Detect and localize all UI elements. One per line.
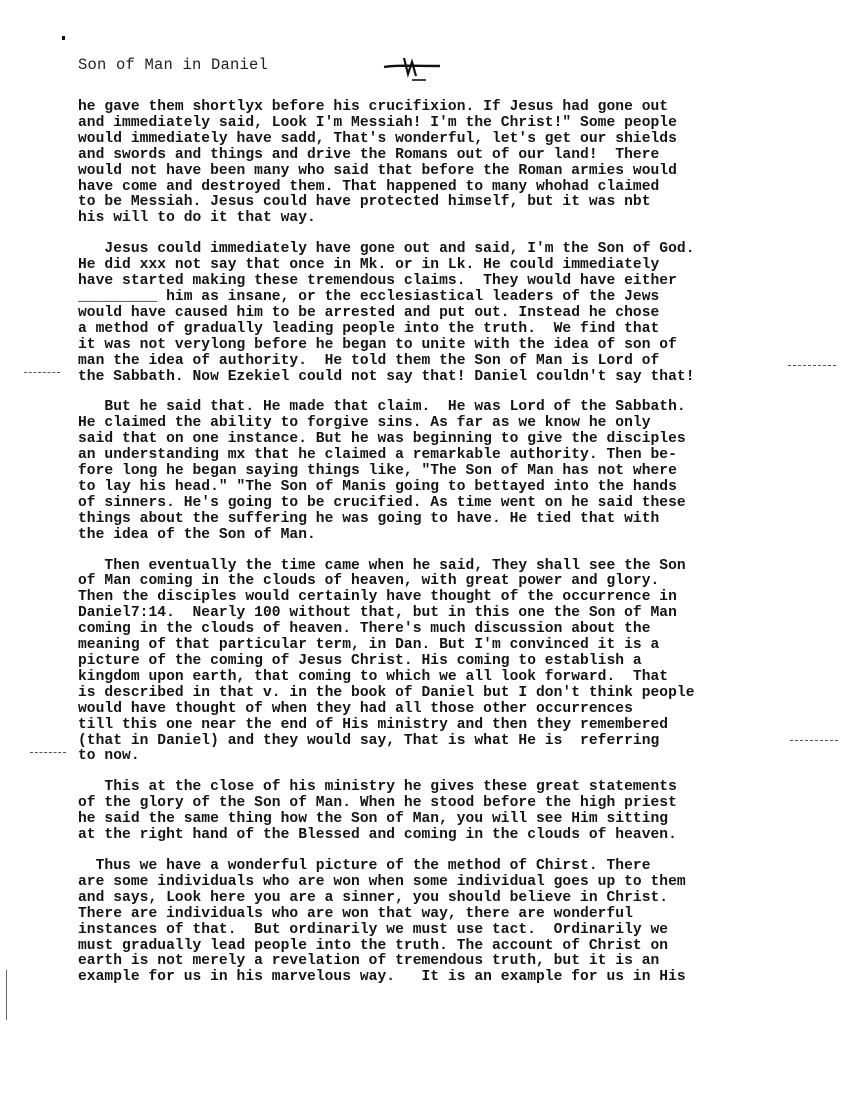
- margin-pencil-line: [30, 752, 66, 753]
- text-line: and swords and things and drive the Romans out of our land! There: [78, 146, 660, 163]
- text-line: things about the suffering he was going to have. He tied that with: [78, 510, 660, 527]
- text-line: it was not verylong before he began to unite with the idea of son of: [78, 336, 677, 353]
- text-line: kingdom upon earth, that coming to which we all look forward. That: [78, 668, 669, 685]
- text-line: an understanding mx that he claimed a remarkable authority. Then be-: [78, 447, 677, 464]
- text-line: Then eventually the time came when he said, They shall see the Son: [78, 557, 686, 574]
- text-line: he said the same thing how the Son of Man, you will see Him sitting: [78, 811, 669, 828]
- text-line: his will to do it that way.: [78, 210, 316, 227]
- text-line: instances of that. But ordinarily we must use tact. Ordinarily we: [78, 921, 669, 938]
- text-line: meaning of that particular term, in Dan. But I'm convinced it is a: [78, 637, 660, 654]
- text-line: of the glory of the Son of Man. When he stood before the high priest: [78, 795, 677, 812]
- text-line: earth is not merely a revelation of tremendous truth, but it is an: [78, 953, 660, 970]
- paragraph: [78, 400, 798, 543]
- text-line: at the right hand of the Blessed and coming in the clouds of heaven.: [78, 827, 677, 844]
- paragraph: [78, 242, 798, 385]
- text-line: must gradually lead people into the truth. The account of Christ on: [78, 937, 669, 954]
- text-line: (that in Daniel) and they would say, That is what He is referring: [78, 732, 660, 749]
- text-line: have come and destroyed them. That happened to many whohad claimed: [78, 178, 660, 195]
- text-line: Then the disciples would certainly have thought of the occurrence in: [78, 589, 677, 606]
- text-line: and says, Look here you are a sinner, you should believe in Christ.: [78, 889, 669, 906]
- text-line: would have caused him to be arrested and put out. Instead he chose: [78, 304, 660, 321]
- text-line: coming in the clouds of heaven. There's much discussion about the: [78, 621, 651, 638]
- text-line: There are individuals who are won that way, there are wonderful: [78, 905, 633, 922]
- margin-pencil-bar: [6, 970, 7, 1020]
- paragraph: [78, 559, 798, 766]
- text-line: of Man coming in the clouds of heaven, with great power and glory.: [78, 573, 660, 590]
- text-line: and immediately said, Look I'm Messiah! I'm the Christ!" Some people: [78, 114, 677, 131]
- text-line: Thus we have a wonderful picture of the method of Chirst. There: [78, 857, 651, 874]
- ink-speck: [62, 36, 65, 40]
- text-line: is described in that v. in the book of Daniel but I don't think people: [78, 684, 695, 701]
- text-line: picture of the coming of Jesus Christ. His coming to establish a: [78, 653, 642, 669]
- text-line: example for us in his marvelous way. It is an example for us in His: [78, 969, 686, 986]
- text-line: to now.: [78, 748, 140, 765]
- text-line: Jesus could immediately have gone out and said, I'm the Son of God.: [78, 241, 695, 258]
- text-line: But he said that. He made that claim. He was Lord of the Sabbath.: [78, 399, 686, 416]
- text-line: said that on one instance. But he was beginning to give the disciples: [78, 431, 686, 448]
- text-line: _________ him as insane, or the ecclesiastical leaders of the Jews: [78, 288, 660, 305]
- text-line: have started making these tremendous claims. They would have either: [78, 273, 677, 290]
- text-line: till this one near the end of His ministry and then they remembered: [78, 716, 669, 733]
- handwritten-page-mark: [382, 54, 442, 82]
- text-line: the Sabbath. Now Ezekiel could not say that! Daniel couldn't say that!: [78, 368, 695, 385]
- text-line: fore long he began saying things like, "The Son of Man has not where: [78, 463, 677, 480]
- document-body: [78, 100, 798, 1001]
- text-line: would have thought of when they had all those other occurrences: [78, 700, 633, 717]
- text-line: he gave them shortlyx before his crucifixion. If Jesus had gone out: [78, 99, 669, 115]
- paragraph: [78, 780, 798, 844]
- paragraph: [78, 859, 798, 986]
- text-line: the idea of the Son of Man.: [78, 526, 316, 543]
- text-line: He did xxx not say that once in Mk. or in Lk. He could immediately: [78, 257, 660, 274]
- text-line: a method of gradually leading people into the truth. We find that: [78, 320, 660, 337]
- text-line: are some individuals who are won when some individual goes up to them: [78, 873, 686, 890]
- text-line: to lay his head." "The Son of Manis going to bettayed into the hands: [78, 478, 677, 495]
- text-line: to be Messiah. Jesus could have protected himself, but it was nbt: [78, 194, 651, 211]
- text-line: Daniel7:14. Nearly 100 without that, but in this one the Son of Man: [78, 605, 677, 622]
- margin-pencil-line: [24, 372, 60, 373]
- text-line: would immediately have sadd, That's wonderful, let's get our shields: [78, 130, 677, 147]
- paragraph: [78, 100, 798, 227]
- page-header: Son of Man in Daniel: [78, 56, 269, 74]
- text-line: This at the close of his ministry he gives these great statements: [78, 779, 677, 796]
- text-line: man the idea of authority. He told them the Son of Man is Lord of: [78, 352, 660, 369]
- text-line: would not have been many who said that before the Roman armies would: [78, 162, 677, 179]
- text-line: of sinners. He's going to be crucified. As time went on he said these: [78, 494, 686, 511]
- text-line: He claimed the ability to forgive sins. As far as we know he only: [78, 415, 651, 432]
